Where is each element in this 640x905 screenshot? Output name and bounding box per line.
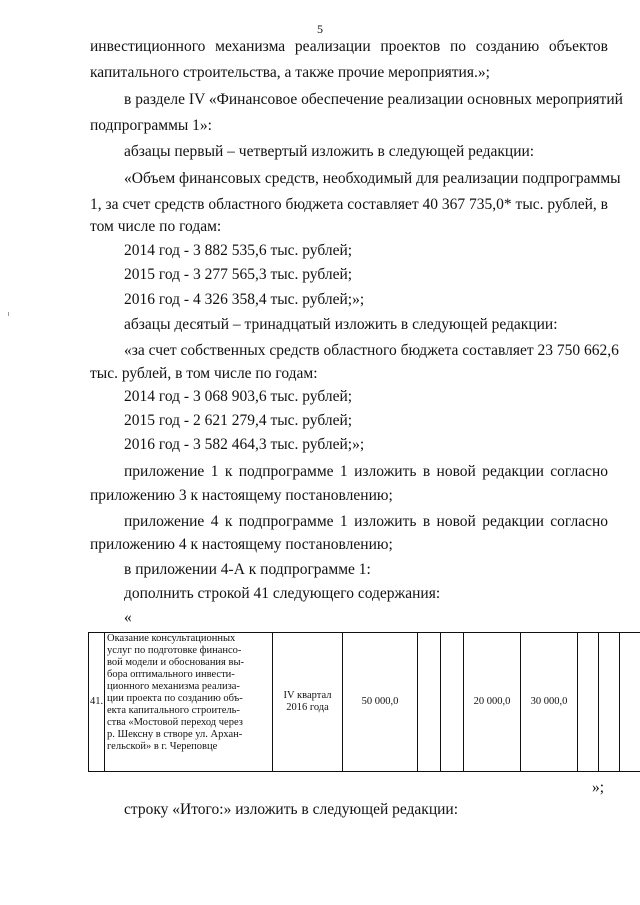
text-line-10: 2015 год - 3 277 565,3 тыс. рублей; (124, 266, 353, 283)
table-row (89, 633, 640, 772)
description-line: вой модели и обоснования вы- (107, 657, 245, 668)
empty-cell (578, 633, 599, 772)
text-line-13: «за счет собственных средств областного бюджета составляет 23 750 662,6 (124, 342, 619, 359)
period-line: IV квартал (283, 690, 332, 701)
text-line-22: в приложении 4-А к подпрограмме 1: (124, 561, 371, 578)
open-quote: « (124, 609, 132, 626)
description-line: услуг по подготовке финансо- (107, 645, 242, 656)
financing-table (88, 632, 633, 772)
empty-cell (599, 633, 620, 772)
total-cell: 50 000,0 (343, 633, 418, 772)
description-line: бора оптимального инвести- (107, 669, 235, 680)
text-line-23: дополнить строкой 41 следующего содержания: (124, 585, 441, 602)
description-line: ства «Мостовой переход через (107, 717, 243, 728)
text-line-14: тыс. рублей, в том числе по годам: (90, 365, 318, 382)
text-line-8: том числе по годам: (90, 218, 222, 235)
text-line-5: абзацы первый – четвертый изложить в следующей редакции: (124, 143, 535, 160)
description-cell (105, 633, 273, 772)
description-line: р. Шексну в створе ул. Архан- (107, 729, 243, 740)
text-line-21: приложению 4 к настоящему постановлению; (90, 536, 393, 553)
text-line-15: 2014 год - 3 068 903,6 тыс. рублей; (124, 388, 353, 405)
text-line-9: 2014 год - 3 882 535,6 тыс. рублей; (124, 242, 353, 259)
margin-mark (8, 312, 9, 316)
amount-cell: 20 000,0 (464, 633, 521, 772)
row-number-cell: 41. (89, 633, 105, 772)
text-line-3: в разделе IV «Финансовое обеспечение реализации основных мероприятий (124, 91, 623, 108)
empty-cell (620, 633, 640, 772)
description-line: ционного механизма реализа- (107, 681, 240, 692)
text-line-17: 2016 год - 3 582 464,3 тыс. рублей;»; (124, 436, 365, 453)
description-line: Оказание консультационных (107, 633, 236, 644)
text-line-11: 2016 год - 4 326 358,4 тыс. рублей;»; (124, 291, 365, 308)
description-line: гельской» в г. Череповце (107, 741, 218, 752)
amount-cell: 30 000,0 (521, 633, 578, 772)
text-line-19: приложению 3 к настоящему постановлению; (90, 487, 393, 504)
description-line: ции проекта по созданию объ- (107, 693, 243, 704)
description-line: екта капитального строитель- (107, 705, 240, 716)
period-cell (273, 633, 343, 772)
period-line: 2016 года (286, 702, 329, 713)
financing-table-grid (88, 632, 640, 772)
text-line-6: «Объем финансовых средств, необходимый для реализации подпрограммы (124, 170, 621, 187)
text-line-2: капитального строительства, а также прочие мероприятия.»; (90, 64, 490, 81)
page-number: 5 (317, 22, 323, 36)
empty-cell (441, 633, 464, 772)
text-line-20: приложение 4 к подпрограмме 1 изложить в новой редакции согласно (124, 513, 608, 530)
text-line-18: приложение 1 к подпрограмме 1 изложить в новой редакции согласно (124, 463, 608, 480)
text-line-7: 1, за счет средств областного бюджета составляет 40 367 735,0* тыс. рублей, в (90, 196, 608, 213)
text-line-1: инвестиционного механизма реализации проектов по созданию объектов (90, 38, 608, 55)
empty-cell (418, 633, 441, 772)
text-line-last: строку «Итого:» изложить в следующей редакции: (124, 801, 459, 818)
text-line-4: подпрограммы 1»: (90, 117, 212, 134)
text-line-12: абзацы десятый – тринадцатый изложить в следующей редакции: (124, 316, 558, 333)
text-line-16: 2015 год - 2 621 279,4 тыс. рублей; (124, 412, 353, 429)
close-quote: »; (592, 779, 605, 796)
